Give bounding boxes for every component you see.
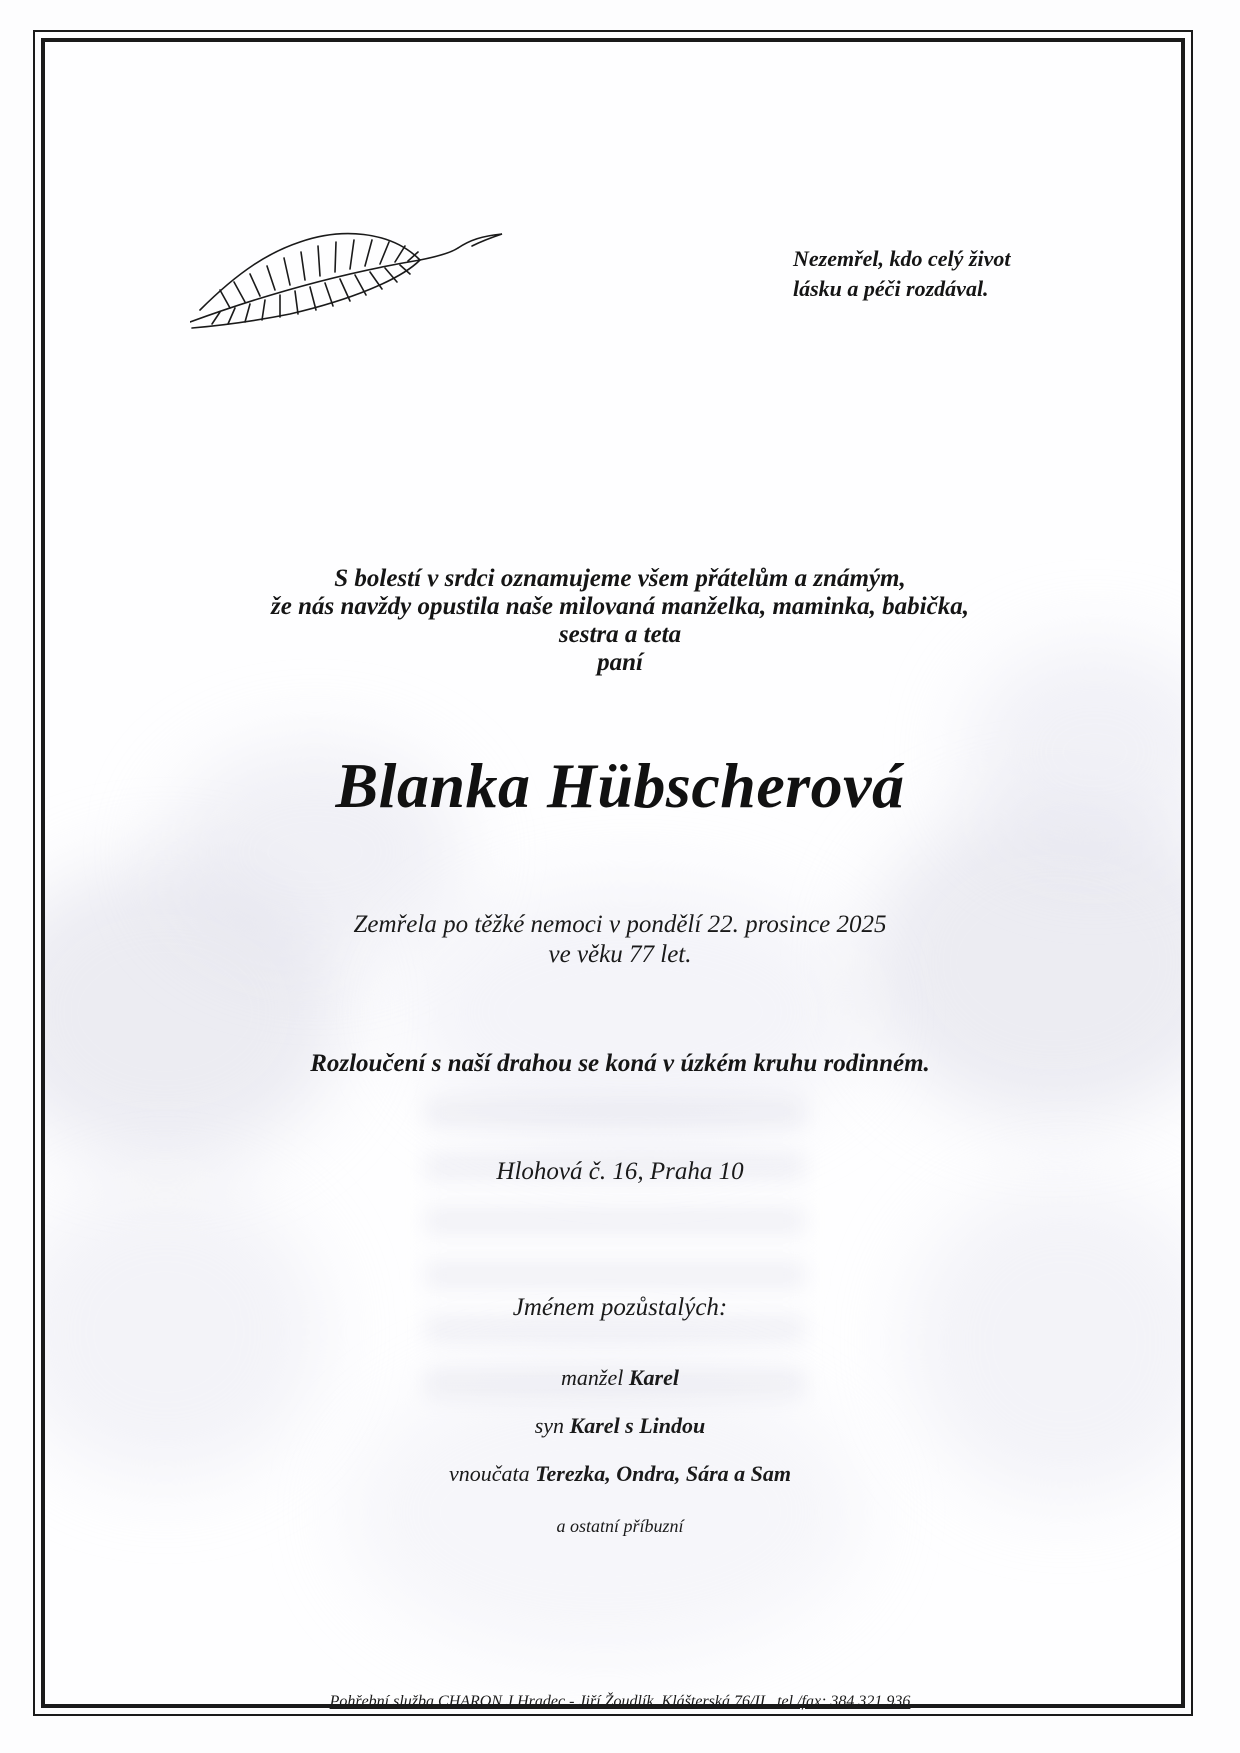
motto-line-2: lásku a péči rozdával. <box>793 276 989 301</box>
family-line <box>0 1364 1240 1392</box>
family-line <box>0 1412 1240 1440</box>
death-line-1: Zemřela po těžké nemoci v pondělí 22. prosince 2025 <box>353 911 887 938</box>
family-relation: manžel <box>561 1365 629 1390</box>
feather-icon <box>190 230 510 330</box>
motto-quote <box>793 244 1011 304</box>
family-line <box>0 1460 1240 1488</box>
announcement-line-4: paní <box>597 649 643 676</box>
family-names: Karel s Lindou <box>569 1413 706 1438</box>
death-notice <box>0 910 1240 970</box>
deceased-name: Blanka Hübscherová <box>335 750 905 821</box>
family-line-others <box>0 1512 1240 1540</box>
funeral-service-footer: Pohřební služba CHARON J.Hradec - Jiří Žoudlík, Klášterská 76/II., tel./fax: 384 321 936 <box>329 1693 911 1710</box>
family-relation: syn <box>534 1413 570 1438</box>
announcement-line-2: že nás navždy opustila naše milovaná manželka, maminka, babička, <box>271 593 969 620</box>
address: Hlohová č. 16, Praha 10 <box>496 1158 744 1185</box>
announcement-line-1: S bolestí v srdci oznamujeme všem přátelům a známým, <box>334 565 906 592</box>
farewell-notice: Rozloučení s naší drahou se koná v úzkém kruhu rodinném. <box>310 1050 930 1077</box>
family-relation: a ostatní příbuzní <box>556 1516 684 1536</box>
bereaved-heading: Jménem pozůstalých: <box>512 1294 728 1321</box>
announcement-line-3: sestra a teta <box>558 621 682 648</box>
family-names: Terezka, Ondra, Sára a Sam <box>535 1461 792 1486</box>
family-relation: vnoučata <box>448 1461 536 1486</box>
death-line-2: ve věku 77 let. <box>548 941 692 968</box>
family-names: Karel <box>628 1365 679 1390</box>
motto-line-1: Nezemřel, kdo celý život <box>793 246 1011 271</box>
announcement <box>0 565 1240 677</box>
